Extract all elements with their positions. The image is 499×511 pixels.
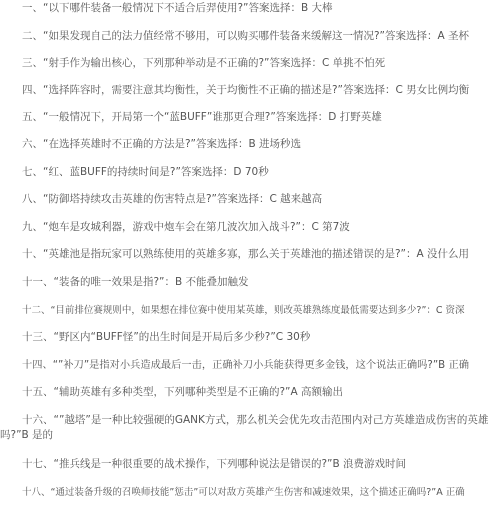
qa-text: 十七、“推兵线是一种很重要的战术操作，下列哪种说法是错误的?”B 浪费游戏时间	[22, 458, 406, 470]
qa-item-11	[0, 275, 499, 290]
qa-item-10	[0, 247, 499, 262]
qa-item-18	[0, 485, 499, 500]
qa-item-4	[0, 83, 499, 98]
qa-text: 十二、“目前排位赛规则中，如果想在排位赛中使用某英雄，则改英雄熟练度最低需要达到多少?”：C 资深	[22, 305, 465, 316]
qa-item-3	[0, 56, 499, 71]
qa-text: 十一、“装备的唯一效果是指?”：B 不能叠加触发	[22, 276, 249, 288]
qa-item-9	[0, 220, 499, 235]
qa-item-5	[0, 110, 499, 125]
qa-text: 十五、“辅助英雄有多种类型，下列哪种类型是不正确的?”A 高额输出	[22, 386, 343, 398]
qa-item-2	[0, 29, 499, 44]
qa-text: 十六、“”越塔”是一种比较强硬的GANK方式，那么机关会优先攻击范围内对己方英雄造成伤害的英雄吗?”B 是的	[0, 414, 489, 441]
qa-text: 十四、“”补刀”是指对小兵造成最后一击，正确补刀小兵能获得更多金钱，这个说法正确吗?”B 正确	[22, 359, 469, 371]
qa-text: 七、“红、蓝BUFF的持续时间是?”答案选择：D 70秒	[22, 166, 269, 178]
qa-item-7	[0, 165, 499, 180]
qa-item-12	[0, 303, 499, 318]
qa-text: 六、“在选择英雄时不正确的方法是?”答案选择：B 进场秒选	[22, 138, 301, 150]
qa-item-14	[0, 358, 499, 373]
qa-text: 二、“如果发现自己的法力值经常不够用，可以购买哪件装备来缓解这一情况?”答案选择：A 圣杯	[22, 30, 469, 42]
qa-text: 一、“以下哪件装备一般情况下不适合后羿使用?”答案选择：B 大棒	[22, 2, 333, 14]
qa-item-6	[0, 137, 499, 152]
qa-text: 十八、“通过装备升级的召唤师技能”惩击”可以对敌方英雄产生伤害和减速效果，这个描述正确吗?”A 正确	[22, 487, 465, 498]
qa-item-8	[0, 192, 499, 207]
qa-text: 五、“一般情况下，开局第一个“蓝BUFF”谁那更合理?”答案选择：D 打野英雄	[22, 111, 382, 123]
qa-item-16	[0, 413, 499, 443]
qa-text: 十三、“野区内“BUFF怪”的出生时间是开局后多少秒?”C 30秒	[22, 331, 311, 343]
qa-text: 八、“防御塔持续攻击英雄的伤害特点是?”答案选择：C 越来越高	[22, 193, 323, 205]
qa-item-17	[0, 457, 499, 472]
qa-text: 十、“英雄池是指玩家可以熟练使用的英雄多寡，那么关于英雄池的描述错误的是?”：A 没什么用	[22, 248, 469, 260]
qa-item-15	[0, 385, 499, 400]
qa-item-1	[0, 1, 499, 16]
qa-item-13	[0, 330, 499, 345]
qa-text: 四、“选择阵容时，需要注意其均衡性，关于均衡性不正确的描述是?”答案选择：C 男女比例均衡	[22, 84, 470, 96]
qa-text: 九、“炮车是攻城利器，游戏中炮车会在第几波次加入战斗?”：C 第7波	[22, 221, 350, 233]
qa-text: 三、“射手作为输出核心，下列那种举动是不正确的?”答案选择：C 单挑不怕死	[22, 57, 386, 69]
